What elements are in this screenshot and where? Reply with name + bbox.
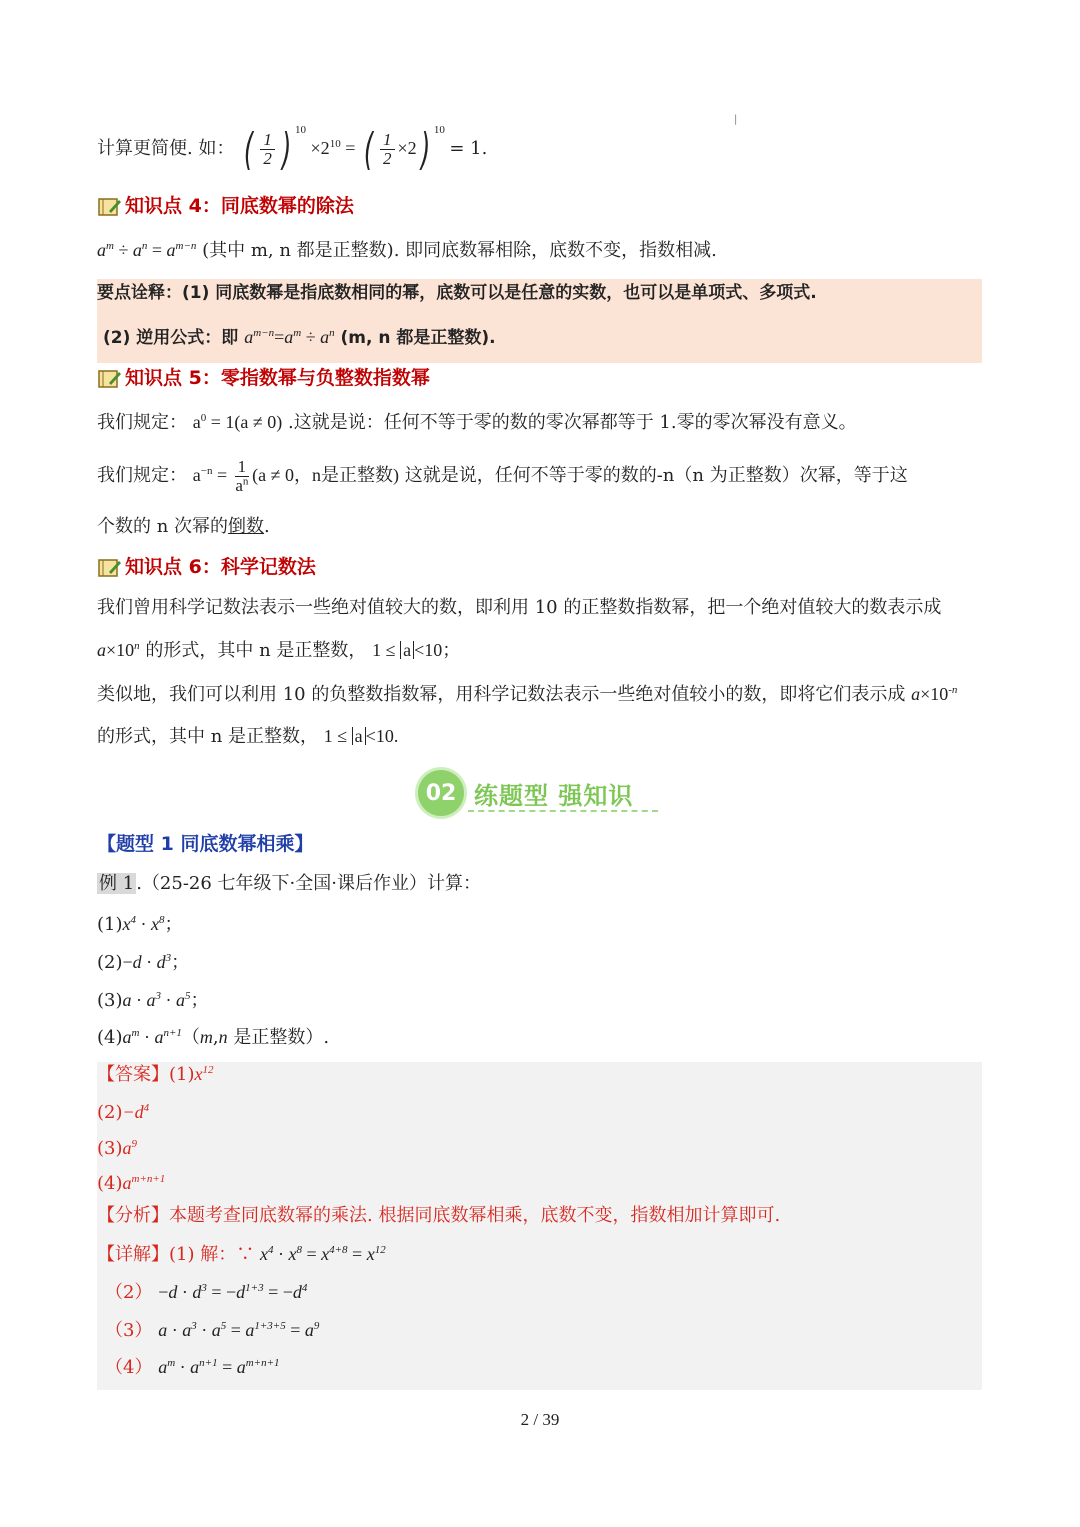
detail-line-4: （4） $a^m \cdot a^{n+1} = a^{m+n+1}$: [105, 1357, 280, 1378]
intro-line: 计算更简便. 如： ( $\frac{1}{2}$ ) $^{10} \times 2^{10}$ = ( $\frac{1}{2}$ ×2) $^{10}$ = 1.: [97, 123, 488, 175]
type-1-heading: 【题型 1 同底数幂相乘】: [97, 833, 314, 855]
answer-2: $(2)-d^4$: [97, 1102, 150, 1123]
detail-line-1: 【详解】(1) 解：∵ $x^4 \cdot x^8 = x^{4+8} = x^{12}$: [97, 1244, 386, 1265]
knowledge-point-5-heading: 知识点 5：零指数幂与负整数指数幂: [97, 365, 430, 391]
kp5-line-1: 我们规定： $a^0 = 1(a \ne 0)$ .这就是说：任何不等于零的数的零次幂都等于 1.零的零次幂没有意义。: [97, 412, 857, 433]
answer-1: 【答案】$(1)x^{12}$: [97, 1064, 214, 1085]
section-title: 练题型 强知识: [474, 781, 634, 810]
example-tag: 例 1: [99, 873, 135, 894]
section-number-badge: 02: [418, 770, 464, 816]
section-divider: [468, 810, 658, 812]
detail-line-3: （3） $a \cdot a^3 \cdot a^5 = a^{1+3+5} = a^9$: [105, 1320, 320, 1341]
stray-mark: |: [734, 114, 738, 125]
kp5-line-3: 个数的 n 次幂的倒数.: [97, 516, 270, 537]
notebook-icon: [97, 557, 121, 577]
problem-4: $(4)a^m \cdot a^{n+1}(m,n$ 是正整数）.: [97, 1027, 330, 1048]
notebook-icon: [97, 196, 121, 216]
analysis-line: 【分析】本题考查同底数幂的乘法. 根据同底数幂相乘，底数不变，指数相加计算即可.: [97, 1205, 781, 1226]
example-1-line: 例 1 .（25-26 七年级下·全国·课后作业）计算：: [99, 873, 481, 894]
key-point-note: 要点诠释：(1) 同底数幂是指底数相同的幂，底数可以是任意的实数，也可以是单项式、多项式. (2) 逆用公式：即 $a^{m-n}=a^m \div a^n$ (m, n 都是正整数).: [97, 279, 982, 363]
problem-3: $(3)a \cdot a^3 \cdot a^5$；: [97, 990, 209, 1011]
answer-block: [97, 1062, 982, 1390]
problem-2: $(2)-d \cdot d^3$；: [97, 952, 190, 973]
kp6-line-3: 类似地，我们可以利用 10 的负整数指数幂，用科学记数法表示一些绝对值较小的数，即将它们表示成 $a\times 10^{-n}$: [97, 684, 958, 705]
knowledge-point-4-heading: 知识点 4：同底数幂的除法: [97, 193, 354, 219]
kp6-line-1: 我们曾用科学记数法表示一些绝对值较大的数，即利用 10 的正整数指数幂，把一个绝对值较大的数表示成: [97, 597, 942, 618]
kp4-formula-line: $a^m \div a^n = a^{m-n}$ (其中 m, n 都是正整数). 即同底数幂相除，底数不变，指数相减.: [97, 240, 717, 261]
notebook-icon: [97, 368, 121, 388]
kp6-line-2: $a\times 10^n$ 的形式，其中 n 是正整数， 1 ≤ a <10；: [97, 640, 461, 661]
answer-3: $(3)a^9$: [97, 1138, 137, 1159]
page-number: 2 / 39: [520, 1410, 560, 1429]
intro-formula: ( $\frac{1}{2}$ ) $^{10} \times 2^{10}$ = ( $\frac{1}{2}$ ×2) $^{10}$: [244, 123, 445, 175]
answer-4: $(4)a^{m+n+1}$: [97, 1173, 166, 1194]
knowledge-point-6-heading: 知识点 6：科学记数法: [97, 554, 316, 580]
kp5-line-2: 我们规定： $a^{-n}$ = $\frac{1}{a^n}$ (a ≠ 0，n是正整数) 这就是说，任何不等于零的数的-n（n 为正整数）次幂，等于这: [97, 457, 908, 496]
problem-1: $(1)x^4 \cdot x^8$；: [97, 914, 183, 935]
detail-line-2: $(2) -d \cdot d^3 = -d^{1+3} = -d^4$: [105, 1282, 308, 1303]
kp6-line-4: 的形式，其中 n 是正整数， 1 ≤ a <10.: [97, 726, 399, 747]
